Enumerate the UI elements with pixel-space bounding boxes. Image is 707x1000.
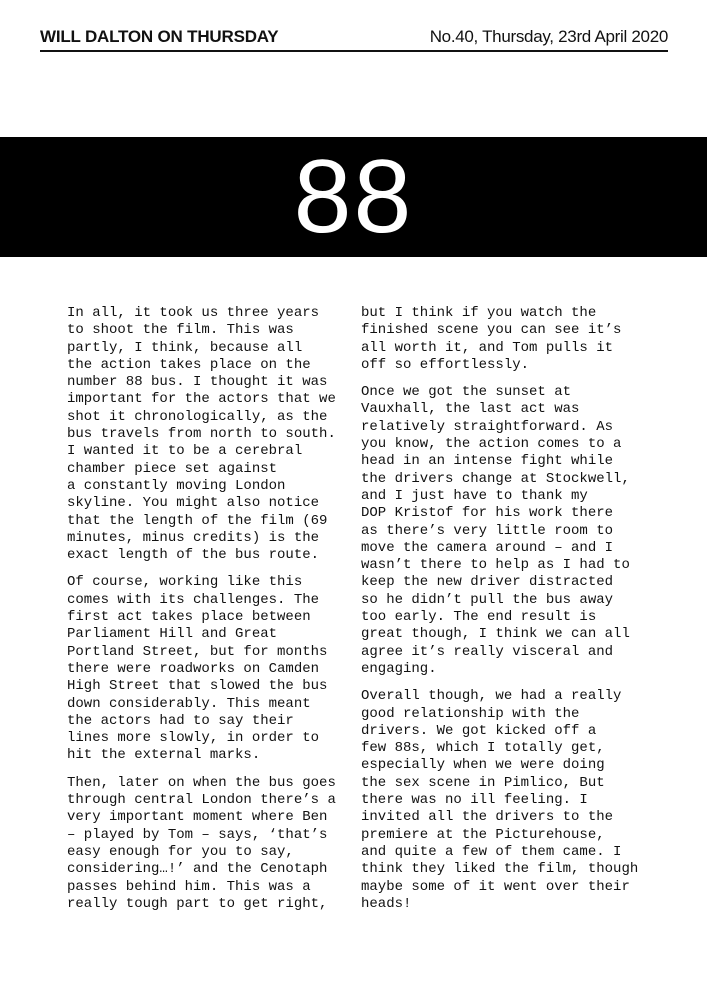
paragraph-line: shot it chronologically, as the bbox=[67, 408, 328, 425]
article-paragraph bbox=[67, 574, 357, 764]
article-paragraph bbox=[361, 384, 651, 678]
paragraph-line: that the length of the film (69 bbox=[67, 512, 328, 529]
paragraph-line: engaging. bbox=[361, 660, 437, 677]
paragraph-line: Portland Street, but for months bbox=[67, 643, 328, 660]
paragraph-line: all worth it, and Tom pulls it bbox=[361, 339, 614, 356]
paragraph-line: the sex scene in Pimlico, But bbox=[361, 774, 605, 791]
paragraph-line: a constantly moving London bbox=[67, 477, 286, 494]
paragraph-line: so he didn’t pull the bus away bbox=[361, 591, 614, 608]
paragraph-line: Of course, working like this bbox=[67, 574, 303, 591]
paragraph-line: High Street that slowed the bus bbox=[67, 678, 328, 695]
paragraph-line: Then, later on when the bus goes bbox=[67, 774, 336, 791]
paragraph-line: the action takes place on the bbox=[67, 356, 311, 373]
paragraph-line: keep the new driver distracted bbox=[361, 574, 614, 591]
paragraph-line: move the camera around – and I bbox=[361, 539, 614, 556]
paragraph-line: to shoot the film. This was bbox=[67, 322, 294, 339]
paragraph-line: easy enough for you to say, bbox=[67, 843, 294, 860]
paragraph-line: minutes, minus credits) is the bbox=[67, 529, 320, 546]
paragraph-line: down considerably. This meant bbox=[67, 695, 311, 712]
paragraph-line: there were roadworks on Camden bbox=[67, 660, 320, 677]
paragraph-line: good relationship with the bbox=[361, 705, 580, 722]
paragraph-line: the actors had to say their bbox=[67, 712, 294, 729]
paragraph-line: In all, it took us three years bbox=[67, 305, 320, 321]
banner-title: 88 bbox=[293, 139, 414, 255]
paragraph-line: very important moment where Ben bbox=[67, 809, 328, 826]
paragraph-line: lines more slowly, in order to bbox=[67, 730, 320, 747]
paragraph-line: Once we got the sunset at bbox=[361, 384, 572, 401]
paragraph-line: bus travels from north to south. bbox=[67, 426, 336, 443]
paragraph-line: finished scene you can see it’s bbox=[361, 322, 622, 339]
article-column-right bbox=[361, 305, 651, 923]
paragraph-line: Parliament Hill and Great bbox=[67, 626, 278, 643]
paragraph-line: too early. The end result is bbox=[361, 609, 597, 626]
paragraph-line: and I just have to thank my bbox=[361, 487, 588, 504]
paragraph-line: the drivers change at Stockwell, bbox=[361, 470, 630, 487]
publication-title: WILL DALTON ON THURSDAY bbox=[40, 27, 279, 46]
paragraph-line: heads! bbox=[361, 895, 412, 912]
paragraph-line: partly, I think, because all bbox=[67, 339, 303, 356]
paragraph-line: DOP Kristof for his work there bbox=[361, 505, 614, 522]
paragraph-line: important for the actors that we bbox=[67, 391, 336, 408]
paragraph-line: off so effortlessly. bbox=[361, 356, 530, 373]
paragraph-line: and quite a few of them came. I bbox=[361, 843, 622, 860]
paragraph-line: comes with its challenges. The bbox=[67, 591, 320, 608]
paragraph-line: Vauxhall, the last act was bbox=[361, 401, 580, 418]
article-paragraph bbox=[67, 775, 357, 913]
header-divider bbox=[40, 50, 668, 52]
article-paragraph bbox=[67, 305, 357, 564]
paragraph-line: relatively straightforward. As bbox=[361, 418, 614, 435]
paragraph-line: you know, the action comes to a bbox=[361, 436, 622, 453]
article-paragraph bbox=[361, 305, 651, 374]
paragraph-line: skyline. You might also notice bbox=[67, 495, 320, 512]
paragraph-line: especially when we were doing bbox=[361, 757, 605, 774]
issue-date: No.40, Thursday, 23rd April 2020 bbox=[429, 27, 668, 46]
paragraph-line: invited all the drivers to the bbox=[361, 809, 614, 826]
paragraph-line: think they liked the film, though bbox=[361, 861, 639, 878]
paragraph-line: first act takes place between bbox=[67, 609, 311, 626]
title-banner bbox=[0, 137, 707, 257]
article-paragraph bbox=[361, 688, 651, 913]
paragraph-line: really tough part to get right, bbox=[67, 895, 328, 912]
paragraph-line: number 88 bus. I thought it was bbox=[67, 374, 328, 391]
paragraph-line: I wanted it to be a cerebral bbox=[67, 443, 303, 460]
paragraph-line: chamber piece set against bbox=[67, 460, 278, 477]
paragraph-line: hit the external marks. bbox=[67, 747, 261, 764]
paragraph-line: as there’s very little room to bbox=[361, 522, 614, 539]
article-column-left bbox=[67, 305, 357, 923]
paragraph-line: exact length of the bus route. bbox=[67, 547, 320, 564]
paragraph-line: great though, I think we can all bbox=[361, 626, 630, 643]
paragraph-line: maybe some of it went over their bbox=[361, 878, 630, 895]
paragraph-line: agree it’s really visceral and bbox=[361, 643, 614, 660]
paragraph-line: drivers. We got kicked off a bbox=[361, 722, 597, 739]
paragraph-line: few 88s, which I totally get, bbox=[361, 740, 605, 757]
paragraph-line: through central London there’s a bbox=[67, 792, 336, 809]
paragraph-line: wasn’t there to help as I had to bbox=[361, 557, 630, 574]
paragraph-line: considering…!’ and the Cenotaph bbox=[67, 861, 328, 878]
paragraph-line: head in an intense fight while bbox=[361, 453, 614, 470]
paragraph-line: Overall though, we had a really bbox=[361, 688, 622, 705]
paragraph-line: there was no ill feeling. I bbox=[361, 792, 588, 809]
paragraph-line: premiere at the Picturehouse, bbox=[361, 826, 605, 843]
paragraph-line: but I think if you watch the bbox=[361, 305, 597, 321]
paragraph-line: – played by Tom – says, ‘that’s bbox=[67, 826, 328, 843]
paragraph-line: passes behind him. This was a bbox=[67, 878, 311, 895]
